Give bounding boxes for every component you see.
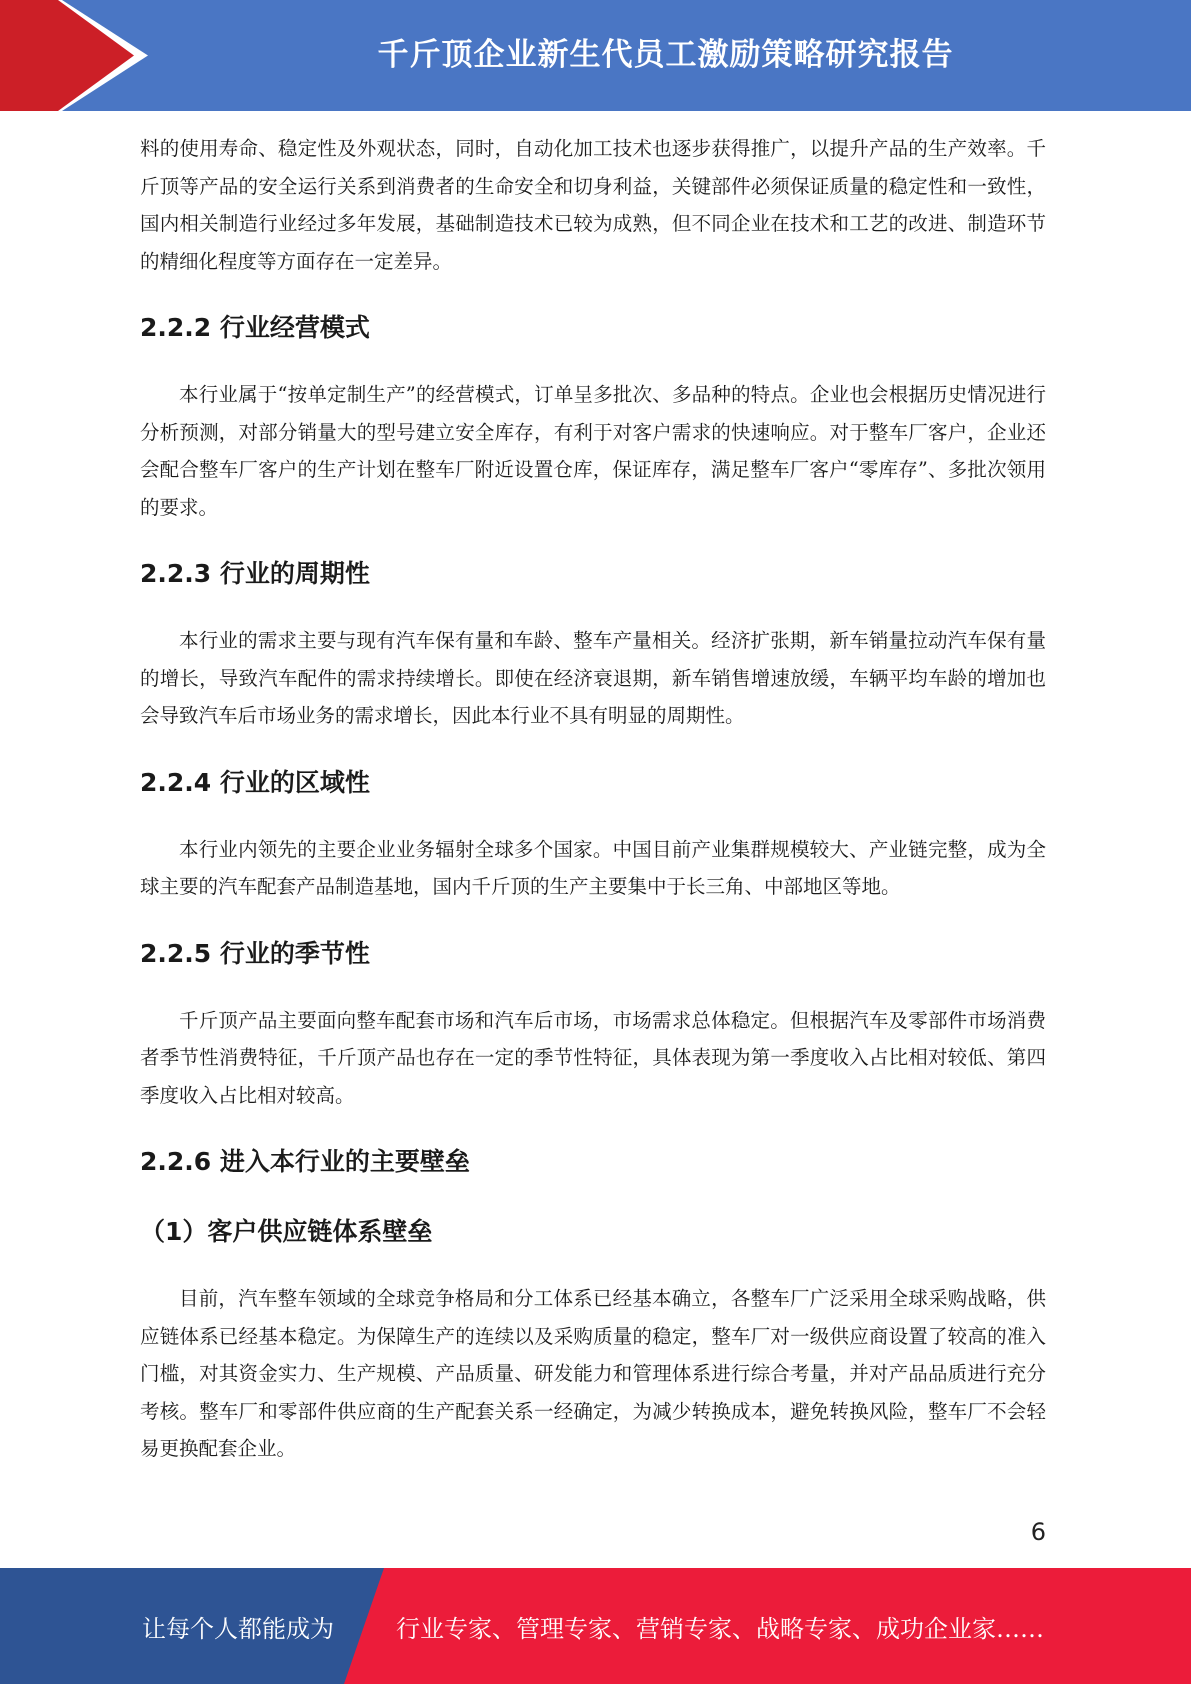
subsection-1-text: 目前，汽车整车领域的全球竞争格局和分工体系已经基本确立，各整车厂广泛采用全球采购战略，供应链体系已经基本稳定。为保障生产的连续以及采购质量的稳定，整车厂对一级供应商设置了较高的准入门槛，对其资金实力、生产规模、产品质量、研发能力和管理体系进行综合考量，并对产品品质进行充分考核。整车厂和零部件供应商的生产配套关系一经确定，为减少转换成本，避免转换风险，整车厂不会轻易更换配套企业。 [140,1287,1046,1460]
section-title-2-2-2: 2.2.2 行业经营模式 [140,313,370,342]
section-2-2-3-text: 本行业的需求主要与现有汽车保有量和车龄、整车产量相关。经济扩张期，新车销量拉动汽车保有量的增长，导致汽车配件的需求持续增长。即使在经济衰退期，新车销售增速放缓，车辆平均车龄的增加也会导致汽车后市场业务的需求增长，因此本行业不具有明显的周期性。 [140,629,1046,727]
section-title-2-2-3: 2.2.3 行业的周期性 [140,559,370,588]
section-title-2-2-6: 2.2.6 进入本行业的主要壁垒 [140,1147,470,1176]
section-2-2-5-text: 千斤顶产品主要面向整车配套市场和汽车后市场，市场需求总体稳定。但根据汽车及零部件市场消费者季节性消费特征，千斤顶产品也存在一定的季节性特征，具体表现为第一季度收入占比相对较低、第四季度收入占比相对较高。 [140,1008,1046,1107]
header-title: 千斤顶企业新生代员工激励策略研究报告 [377,37,954,73]
footer-slogan-left: 让每个人都能成为 [142,1614,334,1643]
header-arrow-decoration [0,0,160,111]
section-title-2-2-5: 2.2.5 行业的季节性 [140,938,370,968]
footer-slogan-right: 行业专家、管理专家、营销专家、战略专家、成功企业家…… [396,1614,1044,1643]
page-footer [0,1568,1191,1684]
paragraph-continuation: 料的使用寿命、稳定性及外观状态，同时，自动化加工技术也逐步获得推广，以提升产品的生产效率。千斤顶等产品的安全运行关系到消费者的生命安全和切身利益，关键部件必须保证质量的稳定性和一致性，国内相关制造行业经过多年发展，基础制造技术已较为成熟，但不同企业在技术和工艺的改进、制造环节的精细化程度等方面存在一定差异。 [140,137,1046,273]
section-2-2-2-text: 本行业属于“按单定制生产”的经营模式，订单呈多批次、多品种的特点。企业也会根据历史情况进行分析预测，对部分销量大的型号建立安全库存，有利于对客户需求的快速响应。对于整车厂客户，企业还会配合整车厂客户的生产计划在整车厂附近设置仓库，保证库存，满足整车厂客户“零库存”、多批次领用的要求。 [140,383,1046,519]
section-2-2-4-text: 本行业内领先的主要企业业务辐射全球多个国家。中国目前产业集群规模较大、产业链完整，成为全球主要的汽车配套产品制造基地，国内千斤顶的生产主要集中于长三角、中部地区等地。 [140,837,1046,898]
document-body [140,130,1046,1468]
section-title-2-2-4: 2.2.4 行业的区域性 [140,767,370,797]
subsection-title-1: （1）客户供应链体系壁垒 [140,1217,433,1246]
page-header [0,0,1191,111]
page-number: 6 [1030,1518,1046,1546]
